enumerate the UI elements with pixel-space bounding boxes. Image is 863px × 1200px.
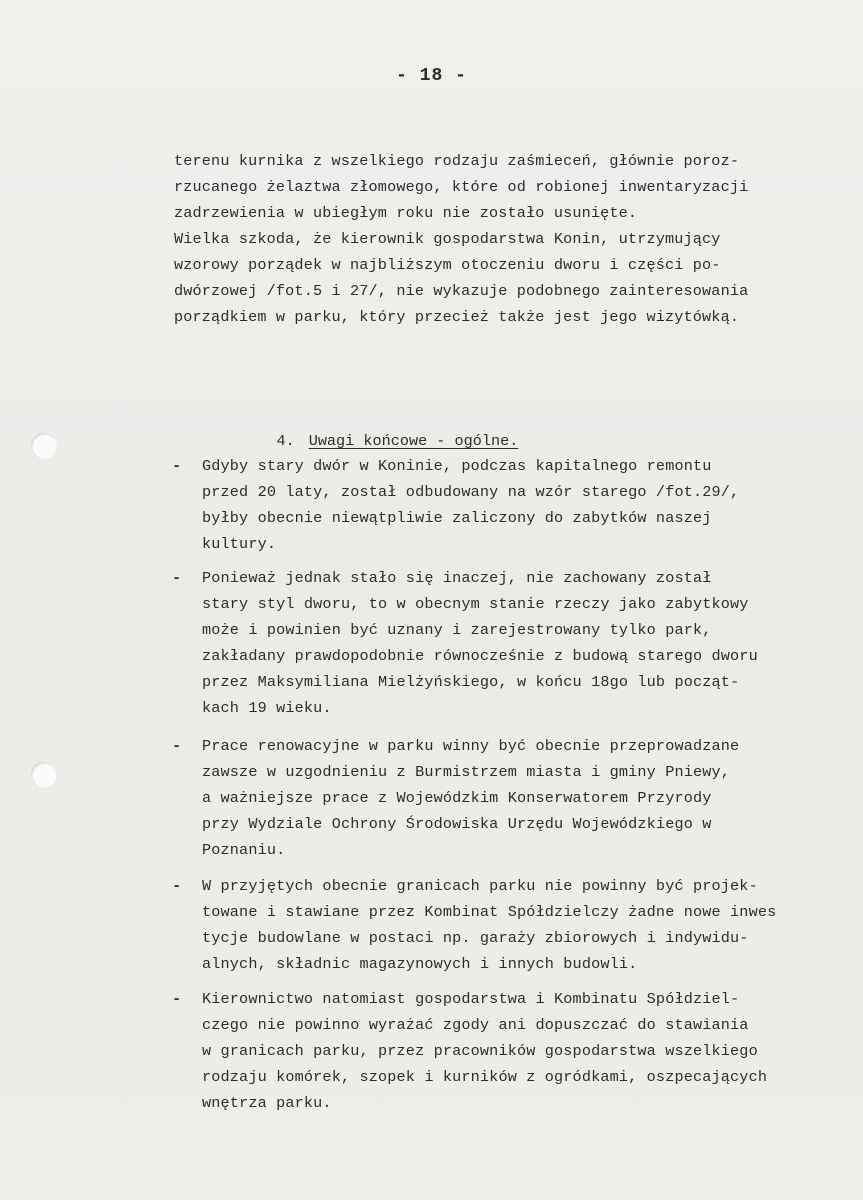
text-line: wzorowy porządek w najbliższym otoczeniu dworu i części po- [174,256,721,274]
text-line: zadrzewienia w ubiegłym roku nie zostało usunięte. [174,204,638,222]
punch-hole [31,762,57,788]
list-item-line: W przyjętych obecnie granicach parku nie powinny być projek- [202,877,758,895]
list-item-line: czego nie powinno wyrażać zgody ani dopuszczać do stawiania [202,1016,749,1034]
list-item-line: w granicach parku, przez pracowników gospodarstwa wszelkiego [202,1042,758,1060]
list-item-line: Kierownictwo natomiast gospodarstwa i Kombinatu Spółdziel- [202,990,740,1008]
list-item-line: kultury. [202,535,277,553]
section-number: 4. [276,432,295,450]
text-line: terenu kurnika z wszelkiego rodzaju zaśmieceń, głównie poroz- [174,152,740,170]
list-item-line: Gdyby stary dwór w Koninie, podczas kapitalnego remontu [202,457,712,475]
list-item-line: wnętrza parku. [202,1094,332,1112]
list-item-line: a ważniejsze prace z Wojewódzkim Konserwatorem Przyrody [202,789,712,807]
section-title: Uwagi końcowe - ogólne. [308,432,519,450]
text-line: dwórzowej /fot.5 i 27/, nie wykazuje podobnego zainteresowania [174,282,749,300]
list-item-line: Ponieważ jednak stało się inaczej, nie zachowany został [202,569,712,587]
list-bullet-dash: - [172,457,182,475]
list-item-line: może i powinien być uznany i zarejestrowany tylko park, [202,621,712,639]
list-item-line: Poznaniu. [202,841,286,859]
list-item-line: rodzaju komórek, szopek i kurników z ogródkami, oszpecających [202,1068,768,1086]
list-item-line: przez Maksymiliana Mielżyńskiego, w końcu 18go lub począt- [202,673,740,691]
list-item-line: tycje budowlane w postaci np. garaży zbiorowych i indywidu- [202,929,749,947]
list-bullet-dash: - [172,569,182,587]
list-item-line: zakładany prawdopodobnie równocześnie z budową starego dworu [202,647,758,665]
list-item-line: przy Wydziale Ochrony Środowiska Urzędu Wojewódzkiego w [202,815,712,833]
text-line: porządkiem w parku, który przecież także jest jego wizytówką. [174,308,740,326]
list-item-line: Prace renowacyjne w parku winny być obecnie przeprowadzane [202,737,740,755]
list-item-line: alnych, składnic magazynowych i innych budowli. [202,955,638,973]
page-number: - 18 - [396,66,467,86]
list-bullet-dash: - [172,737,182,755]
list-item-line: przed 20 laty, został odbudowany na wzór starego /fot.29/, [202,483,740,501]
list-bullet-dash: - [172,990,182,1008]
list-item-line: stary styl dworu, to w obecnym stanie rzeczy jako zabytkowy [202,595,749,613]
list-item-line: zawsze w uzgodnieniu z Burmistrzem miasta i gminy Pniewy, [202,763,731,781]
list-bullet-dash: - [172,877,182,895]
list-item-line: kach 19 wieku. [202,699,332,717]
punch-hole [31,433,57,459]
list-item-line: towane i stawiane przez Kombinat Spółdzielczy żadne nowe inwes [202,903,777,921]
text-line: rzucanego żelaztwa złomowego, które od robionej inwentaryzacji [174,178,749,196]
text-line: Wielka szkoda, że kierownik gospodarstwa Konin, utrzymujący [174,230,721,248]
list-item-line: byłby obecnie niewątpliwie zaliczony do zabytków naszej [202,509,712,527]
